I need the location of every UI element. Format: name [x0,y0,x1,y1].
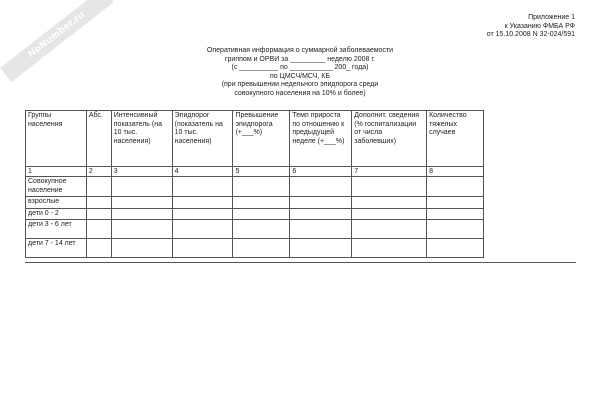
table-cell[interactable] [233,177,290,197]
column-number: 6 [290,167,352,177]
table-cell[interactable] [86,197,111,209]
column-number: 3 [111,167,172,177]
table-cell[interactable] [86,220,111,239]
column-number: 7 [352,167,427,177]
title-line: (с __________ по ___________ 200_ года) [231,64,369,72]
column-number: 2 [86,167,111,177]
table-cell[interactable] [233,220,290,239]
column-number: 8 [427,167,484,177]
header-cell: Группы населения [26,111,87,167]
table-cell[interactable] [172,208,233,220]
document-title [170,47,430,99]
row-label: дети 0 - 2 [26,208,87,220]
column-number: 5 [233,167,290,177]
row-label: дети 7 - 14 лет [26,239,87,258]
table-cell[interactable] [172,177,233,197]
table-cell[interactable] [290,177,352,197]
table-cell[interactable] [352,208,427,220]
title-line: гриппом и ОРВИ за _________ неделю 2008 г. [224,55,376,63]
table-row [26,208,484,220]
table-cell[interactable] [352,197,427,209]
table-cell[interactable] [290,220,352,239]
table-cell[interactable] [233,239,290,258]
table-cell[interactable] [427,220,484,239]
table-cell[interactable] [427,197,484,209]
row-label: взрослые [26,197,87,209]
horizontal-divider [25,262,576,263]
title-line: совокупного населения на 10% и более) [234,89,366,97]
header-cell: Интенсивный показатель (на 10 тыс. населения) [111,111,172,167]
header-cell: Количество тяжелых случаев [427,111,484,167]
header-cell: Дополнит. сведения (% госпитализации от числа заболевших) [352,111,427,167]
header-row [26,111,484,167]
table-row [26,239,484,258]
table-row [26,177,484,197]
appendix-line: от 15.10.2008 N 32-024/591 [486,31,575,39]
table-cell[interactable] [111,220,172,239]
table-cell[interactable] [427,208,484,220]
table-cell[interactable] [352,220,427,239]
table-cell[interactable] [290,239,352,258]
table-cell[interactable] [352,177,427,197]
title-line: Оперативная информация о суммарной заболеваемости [206,47,394,54]
column-number: 4 [172,167,233,177]
table-cell[interactable] [172,197,233,209]
table-cell[interactable] [290,197,352,209]
appendix-line: Приложение 1 [528,14,575,21]
table-cell[interactable] [86,239,111,258]
header-cell: Эпидпорог (показатель на 10 тыс. населения) [172,111,233,167]
table-cell[interactable] [427,239,484,258]
table-row [26,220,484,239]
table-cell[interactable] [233,197,290,209]
title-line: (при превышении недельного эпидпорога среди [221,81,379,89]
table-cell[interactable] [111,197,172,209]
table-row [26,197,484,209]
header-cell: Абс. [86,111,111,167]
table-cell[interactable] [352,239,427,258]
table-cell[interactable] [290,208,352,220]
title-line: по ЦМСЧ/МСЧ, КБ [270,72,330,80]
column-number-row [26,167,484,177]
row-label: Совокупное население [26,177,87,197]
table-cell[interactable] [86,177,111,197]
table-cell[interactable] [86,208,111,220]
table-cell[interactable] [233,208,290,220]
table-cell[interactable] [172,220,233,239]
header-cell: Превышение эпидпорога (+___%) [233,111,290,167]
table-cell[interactable] [172,239,233,258]
table-cell[interactable] [111,177,172,197]
table-cell[interactable] [111,239,172,258]
column-number: 1 [26,167,87,177]
table-cell[interactable] [111,208,172,220]
appendix-note [487,14,575,40]
report-table [25,110,484,258]
header-cell: Темп прироста по отношению к предыдущей неделе (+___%) [290,111,352,167]
table-cell[interactable] [427,177,484,197]
watermark: NoNumber.ru [0,0,114,82]
appendix-line: к Указанию ФМБА РФ [504,22,575,30]
row-label: дети 3 - 6 лет [26,220,87,239]
